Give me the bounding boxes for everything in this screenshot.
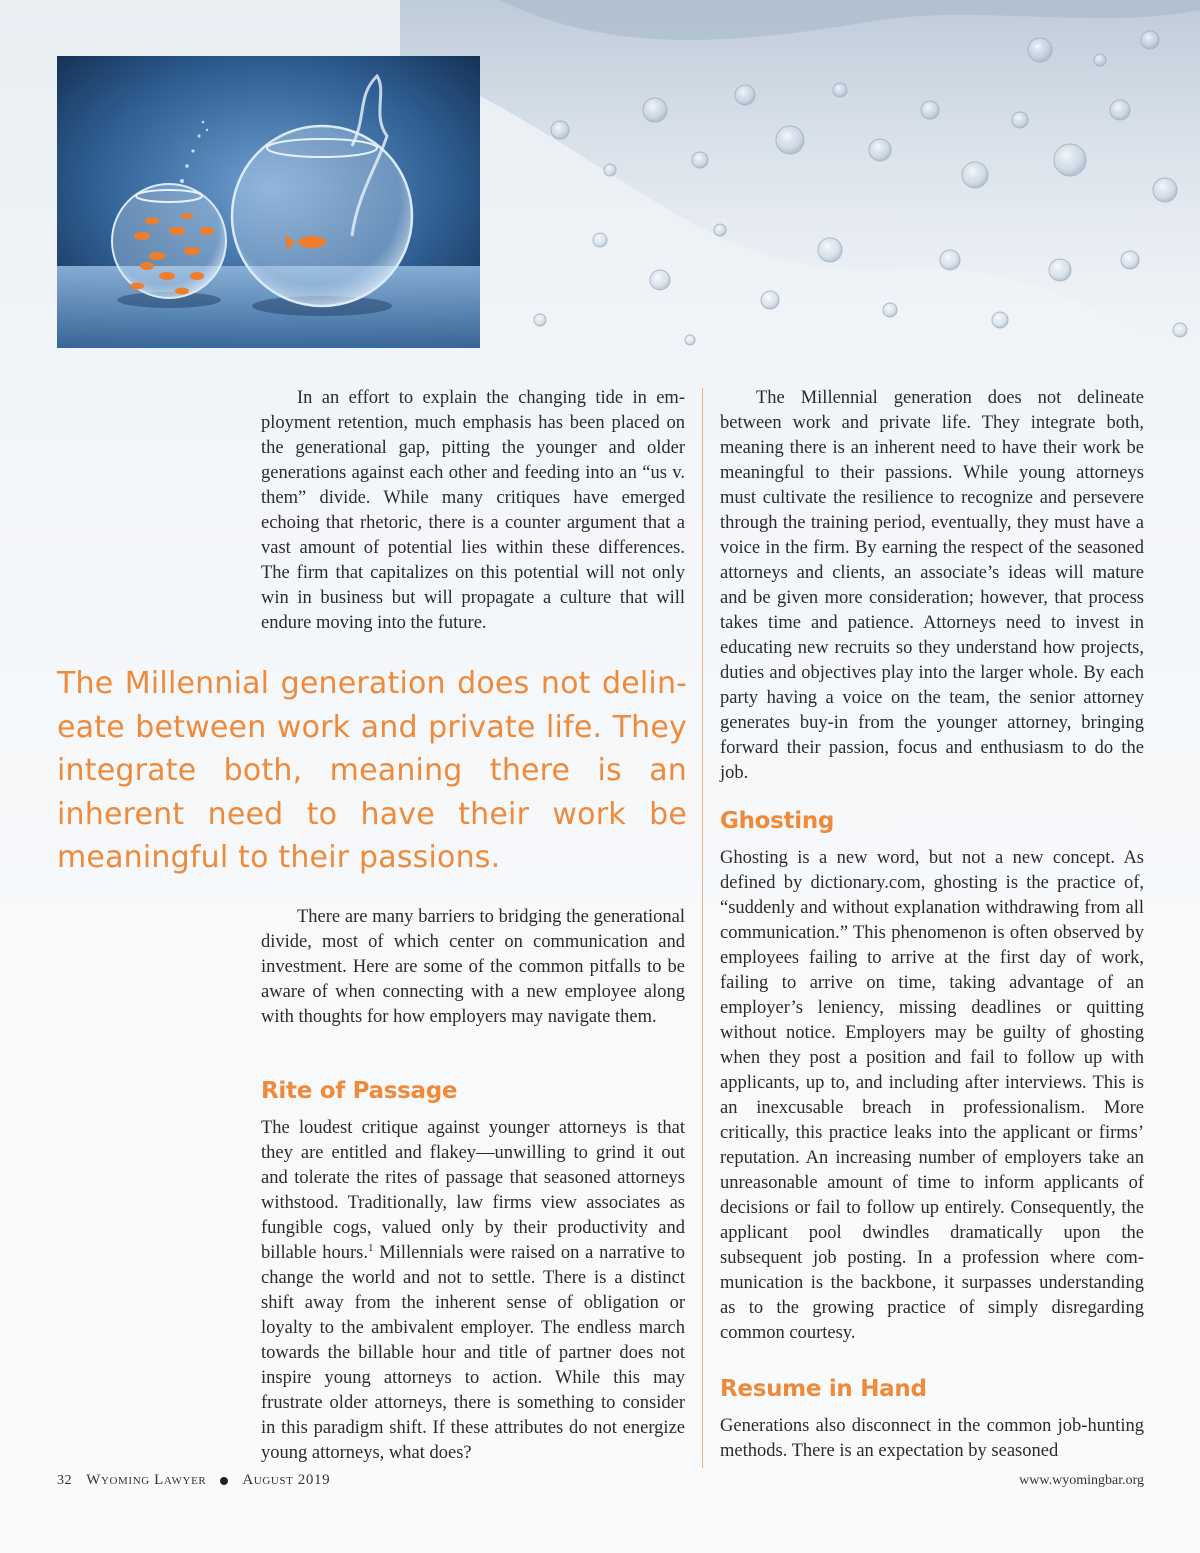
bullet-separator-icon — [220, 1477, 228, 1485]
intro-paragraph — [261, 386, 685, 636]
barriers-paragraph — [261, 905, 685, 1030]
footnote-marker: 1 — [367, 1241, 374, 1254]
intro-paragraph-text: In an effort to explain the changing tide in employment retention, much emphasis has been placed on the generational gap, pitting the younger and older generations against each other and feeding into an “us v. them” divide. While many critiques have emerged echoing that rhetoric, there is a counter argument that a vast amount of potential lies within these differences. The firm that capitalizes on this potential will not only win in business but will propagate a culture that will endure moving into the future. — [261, 388, 685, 633]
rite-of-passage-heading: Rite of Passage — [261, 1078, 458, 1104]
resume-in-hand-body — [720, 1414, 1144, 1464]
rite-text-part-1: The loudest critique against younger attorneys is that they are entitled and flakey—unwilling to grind it out and tolerate the rites of passage that seasoned attorneys withstood. Traditionally, law firms view associates as fungible cogs, valued only by their productivity and billable hours. — [261, 1118, 685, 1263]
page-footer — [57, 1472, 1144, 1489]
pull-quote: The Millennial generation does not delineate between work and private life. They integrate both, meaning there is an inherent need to have their work be meaningful to their passions. — [57, 666, 687, 875]
rite-text-part-2: Millennials were raised on a narrative to change the world and not to settle. There is a distinct shift away from the inherent sense of obligation or loyalty to the ambivalent employer. The endless march towards the billable hour and title of partner does not inspire young attorneys to action. While this may frustrate older attorneys, there is something to consider in this paradigm shift. If these attributes do not energize young attorneys, what does? — [261, 1243, 685, 1463]
footer-publication-info — [57, 1472, 330, 1489]
issue-date: August 2019 — [242, 1472, 331, 1488]
publication-name: Wyoming Lawyer — [86, 1472, 207, 1488]
barriers-paragraph-text: There are many barriers to bridging the generational divide, most of which center on communication and investment. Here are some of the common pitfalls to be aware of when connecting with a new employee along with thoughts for how employers may navigate them. — [261, 907, 685, 1027]
page-number: 32 — [57, 1472, 73, 1488]
millennial-paragraph-text: The Millennial generation does not delineate between work and private life. They integrate both, meaning there is an inherent need to have their work be meaningful to their passions. While young attorneys must cultivate the resilience to recognize and persevere through the training period, eventually, they must have a voice in the firm. By earning the respect of the seasoned attorneys and clients, an associate’s ideas will mature and be given more consideration; however, that process takes time and patience. Attorneys need to invest in educating new recruits so they understand how projects, duties and objectives play into the larger whole. By each party having a voice on the team, the senior attorney generates buy-in from the younger attorney, bringing forward their passion, focus and enthusiasm to do the job. — [720, 388, 1144, 783]
goldfish-bowls-photo — [57, 56, 480, 348]
ghosting-body-text: Ghosting is a new word, but not a new concept. As defined by dictionary.com, ghosting is the practice of, “suddenly and without explanation withdrawing from all communication.” This phenomenon is often observed by employees failing to arrive at the first day of work, failing to arrive on time, taking advantage of an employer’s leniency, missing deadlines or quitting without notice. Employers may be guilty of ghosting when they post a position and fail to follow up with applicants, up to, and including after interviews. This is an inexcusable breach in professionalism. More critically, this practice leaks into the applicant or firms’ reputation. An increasing number of employers take an unreasonable amount of time to inform applicants of decisions or fail to follow up entirely. Consequently, the applicant pool dwindles dramatically upon the subsequent job posting. In a profession where communication is the backbone, it surpasses understanding as to the growing practice of simply disregarding common courtesy. — [720, 848, 1144, 1343]
ghosting-body — [720, 846, 1144, 1346]
resume-in-hand-heading: Resume in Hand — [720, 1376, 927, 1402]
ghosting-heading: Ghosting — [720, 808, 835, 834]
millennial-paragraph — [720, 386, 1144, 786]
website-url: www.wyomingbar.org — [1019, 1472, 1144, 1488]
column-divider — [702, 388, 703, 1468]
rite-of-passage-body — [261, 1116, 685, 1466]
resume-body-text: Generations also disconnect in the common job-hunting methods. There is an expectation by seasoned — [720, 1416, 1144, 1461]
